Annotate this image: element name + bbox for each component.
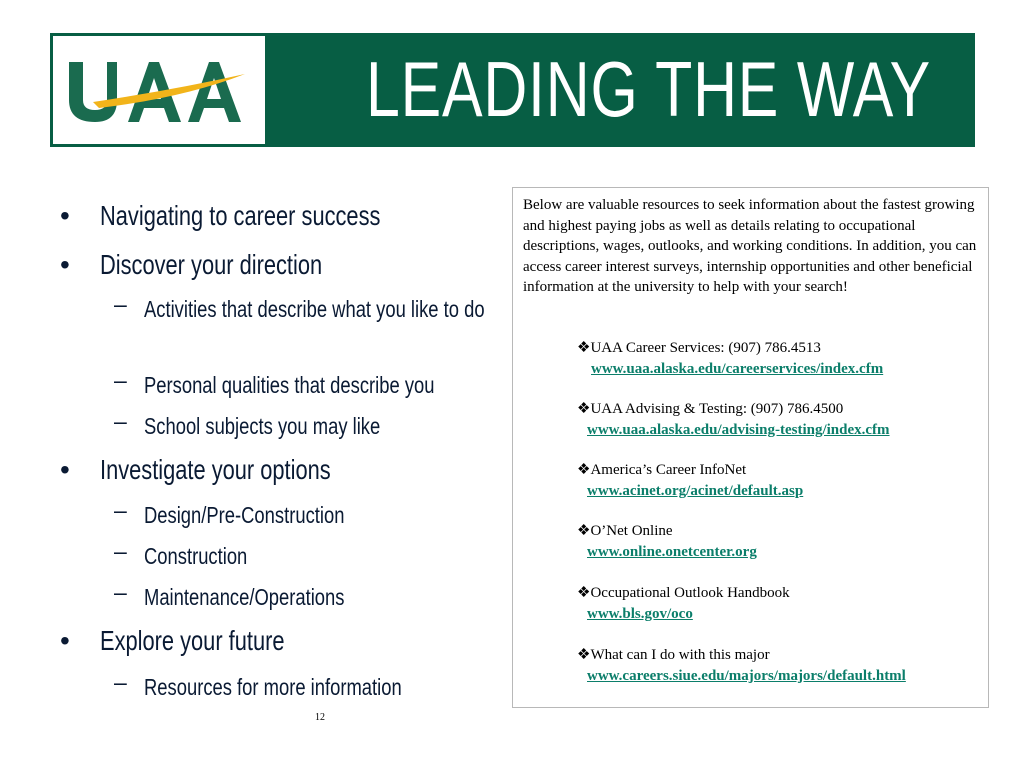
sub-bullet-marker: – [114, 669, 127, 695]
resource-name: ❖Occupational Outlook Handbook [577, 585, 790, 601]
resource-link[interactable]: www.acinet.org/acinet/default.asp [587, 482, 804, 499]
diamond-bullet-icon: ❖ [577, 340, 591, 356]
resources-intro: Below are valuable resources to seek information about the fastest growing and highest paying jobs as well as details relating to occupational descriptions, wages, outlooks, and working conditions. In addition, you can access career interest surveys, internship opportunities and other beneficial information at the university to help with your search! [523, 197, 977, 295]
uaa-logo-graphic [53, 36, 265, 144]
bullet-text: Explore your future [100, 625, 285, 656]
resource-item [577, 645, 977, 686]
sub-bullet-text: Activities that describe what you like to do [144, 296, 485, 322]
uaa-logo [53, 36, 265, 144]
sub-bullet-marker: – [114, 367, 127, 393]
slide-title: LEADING THE WAY [366, 45, 932, 133]
sub-bullet-text: School subjects you may like [144, 413, 381, 439]
diamond-bullet-icon: ❖ [577, 401, 591, 417]
resource-item [577, 583, 977, 624]
resource-item [577, 460, 977, 501]
resource-name: ❖UAA Advising & Testing: (907) 786.4500 [577, 401, 844, 417]
resource-name: ❖UAA Career Services: (907) 786.4513 [577, 340, 821, 356]
resource-link[interactable]: www.uaa.alaska.edu/careerservices/index.cfm [591, 360, 884, 377]
resources-box [512, 187, 989, 708]
sub-bullet-marker: – [114, 579, 127, 605]
sub-bullet-marker: – [114, 291, 127, 317]
bullet-marker: • [60, 200, 70, 231]
sub-bullet-marker: – [114, 538, 127, 564]
resource-item [577, 399, 977, 440]
header-banner [50, 33, 975, 147]
page-number: 12 [315, 712, 325, 723]
resource-link[interactable]: www.online.onetcenter.org [587, 543, 757, 560]
resource-link[interactable]: www.uaa.alaska.edu/advising-testing/index.cfm [587, 421, 890, 438]
sub-bullet-marker: – [114, 408, 127, 434]
bullet-text: Discover your direction [100, 249, 323, 280]
bullet-text: Investigate your options [100, 454, 331, 485]
resource-name: ❖What can I do with this major [577, 647, 770, 663]
resource-link[interactable]: www.bls.gov/oco [587, 605, 693, 622]
resource-item [577, 338, 977, 379]
sub-bullet-text: Design/Pre-Construction [144, 502, 345, 528]
diamond-bullet-icon: ❖ [577, 523, 591, 539]
bullet-marker: • [60, 249, 70, 280]
bullet-text: Navigating to career success [100, 200, 381, 231]
diamond-bullet-icon: ❖ [577, 585, 591, 601]
resource-name: ❖America’s Career InfoNet [577, 462, 747, 478]
diamond-bullet-icon: ❖ [577, 647, 591, 663]
resource-name: ❖O’Net Online [577, 523, 673, 539]
bullet-marker: • [60, 625, 70, 656]
sub-bullet-text: Construction [144, 543, 248, 569]
sub-bullet-text: Maintenance/Operations [144, 584, 345, 610]
diamond-bullet-icon: ❖ [577, 462, 591, 478]
resource-item [577, 521, 977, 562]
sub-bullet-text: Resources for more information [144, 674, 402, 700]
sub-bullet-marker: – [114, 497, 127, 523]
resource-link[interactable]: www.careers.siue.edu/majors/majors/default.html [587, 667, 906, 684]
bullet-marker: • [60, 454, 70, 485]
sub-bullet-text: Personal qualities that describe you [144, 372, 435, 398]
